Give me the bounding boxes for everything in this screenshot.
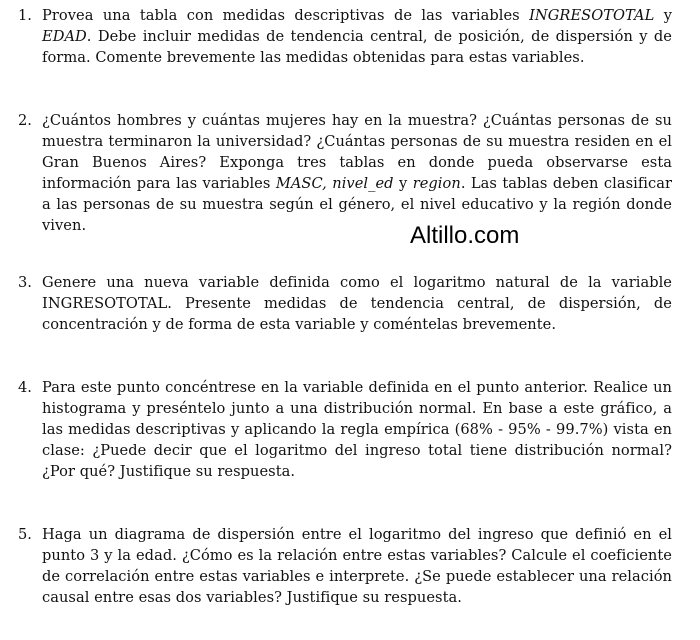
variable-name: EDAD	[42, 28, 87, 45]
question-number: 5.	[18, 526, 32, 543]
question-text-segment: Genere una nueva variable definida como el logaritmo natural de la variable INGRESOTOTAL. Presente medidas de tendencia central, de dispersión, de concentración y de forma de esta variable y coméntelas brevemente.	[42, 274, 672, 333]
question-text	[42, 377, 672, 482]
variable-name: MASC, nivel_ed	[275, 175, 394, 192]
question-text-segment: y	[654, 7, 672, 24]
question-text-segment: . Las tablas deben clasificar a las personas de su muestra según el género, el nivel educativo y la región donde viven.	[42, 175, 672, 234]
question-text	[42, 272, 672, 335]
question-text-segment: . Debe incluir medidas de tendencia central, de posición, de dispersión y de forma. Comente brevemente las medidas obtenidas para estas variables.	[42, 28, 672, 66]
question-number: 2.	[18, 112, 32, 129]
question-number: 1.	[18, 7, 32, 24]
question-text-segment: Haga un diagrama de dispersión entre el logaritmo del ingreso que definió en el punto 3 y la edad. ¿Cómo es la relación entre estas variables? Calcule el coeficiente de correlación entre estas variables e interprete. ¿Se puede establecer una relación causal entre esas dos variables? Justifique su respuesta.	[42, 526, 672, 606]
question-text-segment: Para este punto concéntrese en la variable definida en el punto anterior. Realice un histograma y preséntelo junto a una distribución normal. En base a este gráfico, a las medidas descriptivas y aplicando la regla empírica (68% - 95% - 99.7%) vista en clase: ¿Puede decir que el logaritmo del ingreso total tiene distribución normal? ¿Por qué? Justifique su respuesta.	[42, 379, 672, 480]
variable-name: region	[412, 175, 461, 192]
watermark-label: Altillo.com	[410, 222, 520, 249]
question-text	[42, 110, 672, 236]
question-4	[18, 377, 678, 482]
question-text-segment: y	[393, 175, 413, 192]
variable-name: INGRESOTOTAL	[529, 7, 655, 24]
question-text-segment: ¿Cuántos hombres y cuántas mujeres hay en la muestra? ¿Cuántas personas de su muestra terminaron la universidad? ¿Cuántas personas de su muestra residen en el Gran Buenos Aires? Exponga tres tablas en donde pueda observarse esta información para las variables	[42, 112, 672, 192]
question-number: 4.	[18, 379, 32, 396]
question-3	[18, 272, 678, 335]
question-text-segment: Provea una tabla con medidas descriptivas de las variables	[42, 7, 530, 24]
question-text	[42, 5, 672, 68]
question-5	[18, 524, 678, 608]
question-text	[42, 524, 672, 608]
question-1	[18, 5, 678, 68]
question-2	[18, 110, 678, 236]
question-number: 3.	[18, 274, 32, 291]
